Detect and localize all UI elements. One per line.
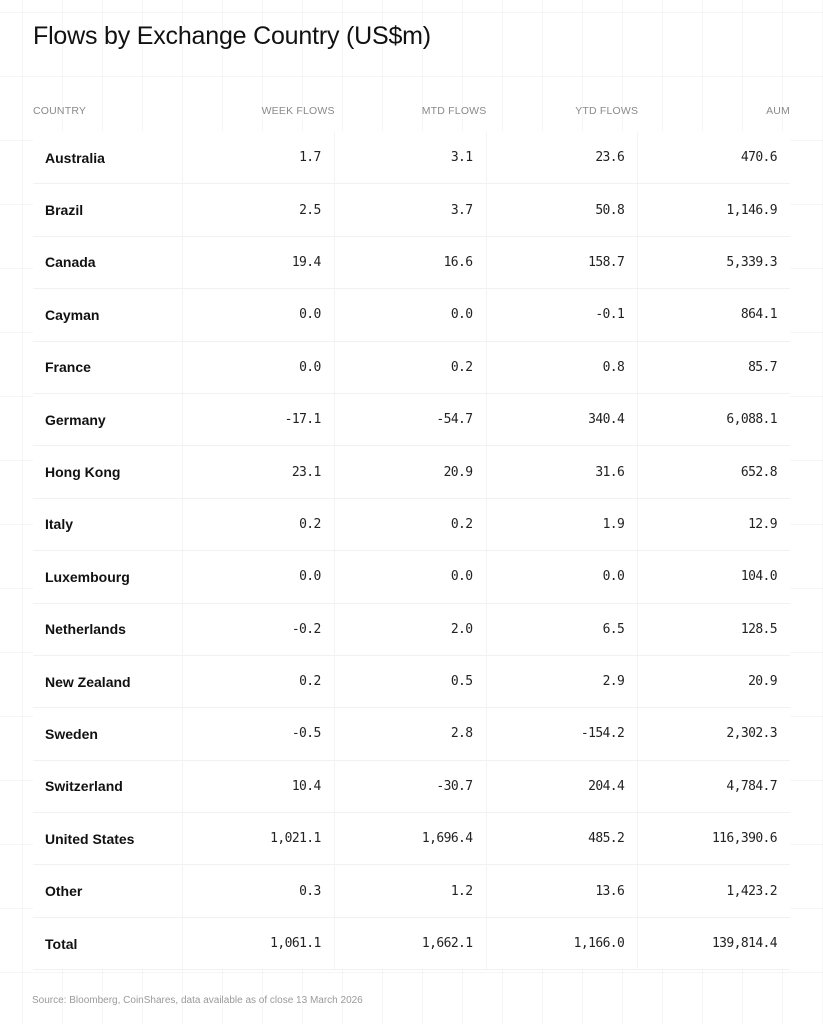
- week-flows-cell: -17.1: [183, 394, 335, 445]
- mtd-flows-cell: 0.0: [335, 289, 487, 340]
- source-note: Source: Bloomberg, CoinShares, data available as of close 13 March 2026: [32, 995, 363, 1006]
- country-cell: Netherlands: [33, 604, 183, 655]
- mtd-flows-cell: 0.2: [335, 499, 487, 550]
- table-row: [33, 813, 790, 865]
- aum-cell: 139,814.4: [711, 936, 777, 952]
- header-ytd-flows: YTD FLOWS: [575, 105, 639, 117]
- mtd-flows-cell: 1,662.1: [335, 918, 487, 969]
- week-flows-cell: 1,061.1: [183, 918, 335, 969]
- mtd-flows-cell: 0.0: [335, 551, 487, 602]
- aum-cell: 116,390.6: [711, 831, 777, 847]
- week-flows-cell: 0.0: [183, 551, 335, 602]
- ytd-flows-cell: 6.5: [487, 604, 639, 655]
- total-row: [33, 918, 790, 970]
- aum-cell: 864.1: [740, 307, 777, 323]
- aum-cell: 2,302.3: [726, 726, 777, 742]
- mtd-flows-cell: 2.8: [335, 708, 487, 759]
- ytd-flows-cell: 13.6: [487, 865, 639, 916]
- table-row: [33, 708, 790, 760]
- mtd-flows-cell: 1.2: [335, 865, 487, 916]
- table-row: [33, 394, 790, 446]
- country-cell: France: [33, 342, 183, 393]
- week-flows-cell: 0.2: [183, 499, 335, 550]
- country-cell: Total: [33, 918, 183, 969]
- header-aum: AUM: [766, 105, 790, 117]
- page-title: Flows by Exchange Country (US$m): [33, 22, 431, 50]
- mtd-flows-cell: 3.7: [335, 184, 487, 235]
- table-row: [33, 865, 790, 917]
- mtd-flows-cell: 0.2: [335, 342, 487, 393]
- mtd-flows-cell: 3.1: [335, 132, 487, 183]
- week-flows-cell: 0.3: [183, 865, 335, 916]
- aum-cell: 104.0: [740, 569, 777, 585]
- table-row: [33, 237, 790, 289]
- country-cell: Cayman: [33, 289, 183, 340]
- ytd-flows-cell: 23.6: [487, 132, 639, 183]
- country-cell: Italy: [33, 499, 183, 550]
- country-cell: New Zealand: [33, 656, 183, 707]
- country-cell: Brazil: [33, 184, 183, 235]
- country-cell: United States: [33, 813, 183, 864]
- table-row: [33, 446, 790, 498]
- aum-cell: 20.9: [748, 674, 777, 690]
- ytd-flows-cell: -0.1: [487, 289, 639, 340]
- table-row: [33, 551, 790, 603]
- aum-cell: 5,339.3: [726, 254, 777, 270]
- table-header: [33, 97, 790, 125]
- table-row: [33, 289, 790, 341]
- aum-cell: 128.5: [740, 621, 777, 637]
- country-cell: Sweden: [33, 708, 183, 759]
- ytd-flows-cell: 340.4: [487, 394, 639, 445]
- mtd-flows-cell: 0.5: [335, 656, 487, 707]
- mtd-flows-cell: 2.0: [335, 604, 487, 655]
- aum-cell: 1,146.9: [726, 202, 777, 218]
- week-flows-cell: 0.0: [183, 342, 335, 393]
- ytd-flows-cell: 50.8: [487, 184, 639, 235]
- week-flows-cell: 0.0: [183, 289, 335, 340]
- header-mtd-flows: MTD FLOWS: [421, 105, 487, 117]
- week-flows-cell: 23.1: [183, 446, 335, 497]
- ytd-flows-cell: 485.2: [487, 813, 639, 864]
- country-cell: Australia: [33, 132, 183, 183]
- table-row: [33, 656, 790, 708]
- country-cell: Switzerland: [33, 761, 183, 812]
- aum-cell: 6,088.1: [726, 412, 777, 428]
- ytd-flows-cell: 1.9: [487, 499, 639, 550]
- country-cell: Canada: [33, 237, 183, 288]
- flows-table: [33, 97, 790, 970]
- header-week-flows: WEEK FLOWS: [261, 105, 335, 117]
- table-row: [33, 132, 790, 184]
- aum-cell: 470.6: [740, 150, 777, 166]
- week-flows-cell: -0.5: [183, 708, 335, 759]
- ytd-flows-cell: -154.2: [487, 708, 639, 759]
- ytd-flows-cell: 158.7: [487, 237, 639, 288]
- week-flows-cell: 19.4: [183, 237, 335, 288]
- mtd-flows-cell: 20.9: [335, 446, 487, 497]
- country-cell: Hong Kong: [33, 446, 183, 497]
- country-cell: Other: [33, 865, 183, 916]
- ytd-flows-cell: 1,166.0: [487, 918, 639, 969]
- country-cell: Luxembourg: [33, 551, 183, 602]
- mtd-flows-cell: -30.7: [335, 761, 487, 812]
- aum-cell: 85.7: [748, 359, 777, 375]
- table-row: [33, 342, 790, 394]
- week-flows-cell: -0.2: [183, 604, 335, 655]
- table-body: [33, 132, 790, 970]
- week-flows-cell: 1,021.1: [183, 813, 335, 864]
- ytd-flows-cell: 204.4: [487, 761, 639, 812]
- table-row: [33, 184, 790, 236]
- week-flows-cell: 10.4: [183, 761, 335, 812]
- ytd-flows-cell: 0.0: [487, 551, 639, 602]
- week-flows-cell: 2.5: [183, 184, 335, 235]
- aum-cell: 4,784.7: [726, 778, 777, 794]
- table-row: [33, 499, 790, 551]
- aum-cell: 652.8: [740, 464, 777, 480]
- mtd-flows-cell: 1,696.4: [335, 813, 487, 864]
- aum-cell: 1,423.2: [726, 883, 777, 899]
- header-country: COUNTRY: [33, 105, 87, 117]
- table-row: [33, 604, 790, 656]
- ytd-flows-cell: 2.9: [487, 656, 639, 707]
- table-row: [33, 761, 790, 813]
- country-cell: Germany: [33, 394, 183, 445]
- mtd-flows-cell: 16.6: [335, 237, 487, 288]
- ytd-flows-cell: 0.8: [487, 342, 639, 393]
- aum-cell: 12.9: [748, 516, 777, 532]
- mtd-flows-cell: -54.7: [335, 394, 487, 445]
- ytd-flows-cell: 31.6: [487, 446, 639, 497]
- week-flows-cell: 1.7: [183, 132, 335, 183]
- week-flows-cell: 0.2: [183, 656, 335, 707]
